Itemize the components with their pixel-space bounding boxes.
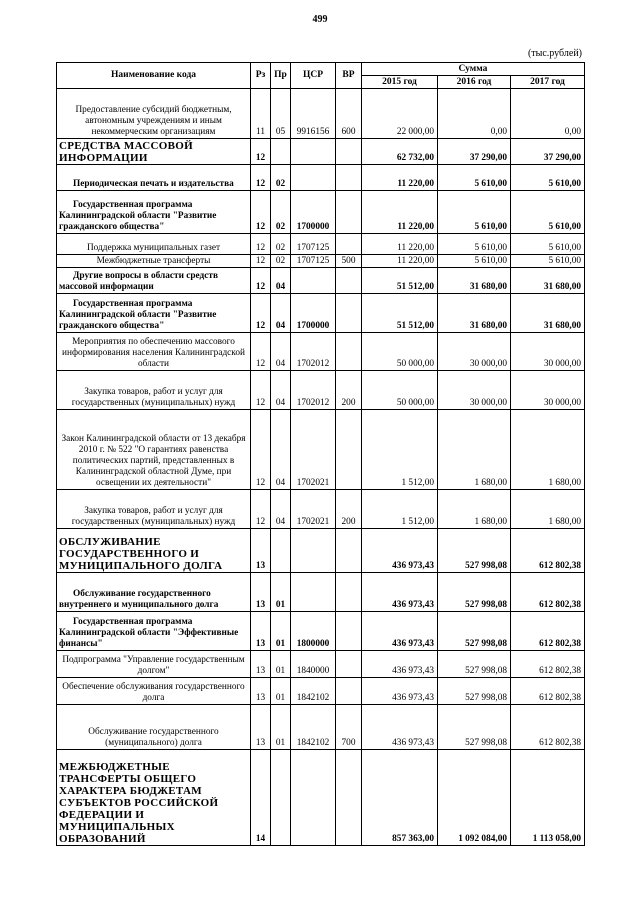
cell-2017: 30 000,00 [511,333,585,371]
cell-csr [291,529,336,573]
cell-pr [271,529,291,573]
cell-rz: 12 [251,490,271,529]
cell-csr: 1707125 [291,255,336,268]
cell-csr [291,139,336,165]
cell-pr: 04 [271,371,291,410]
cell-2015: 436 973,43 [362,705,438,750]
cell-2017: 1 113 058,00 [511,750,585,846]
cell-2016: 527 998,08 [438,573,511,612]
cell-vr [336,529,362,573]
cell-pr: 01 [271,651,291,678]
header-sum: Сумма [362,63,585,76]
cell-2017: 30 000,00 [511,371,585,410]
header-rz: Рз [251,63,271,89]
cell-vr [336,678,362,705]
cell-2017: 37 290,00 [511,139,585,165]
row-name: Закон Калининградской области от 13 декабря 2010 г. № 522 "О гарантиях равенства политических партий, представленных в Калининградской областной Думе, при освещении их деятельности" [57,410,251,490]
cell-vr [336,750,362,846]
cell-rz: 13 [251,612,271,651]
cell-pr: 01 [271,612,291,651]
cell-pr: 04 [271,410,291,490]
row-name: Закупка товаров, работ и услуг для государственных (муниципальных) нужд [57,490,251,529]
cell-2015: 436 973,43 [362,529,438,573]
cell-2015: 22 000,00 [362,89,438,139]
row-name: Государственная программа Калининградской области "Развитие гражданского общества" [57,191,251,234]
cell-2015: 1 512,00 [362,490,438,529]
cell-csr: 1702012 [291,371,336,410]
row-name: Государственная программа Калининградской области "Развитие гражданского общества" [57,294,251,333]
cell-vr: 500 [336,255,362,268]
cell-2016: 527 998,08 [438,651,511,678]
cell-2015: 436 973,43 [362,678,438,705]
cell-2017: 612 802,38 [511,573,585,612]
cell-2015: 11 220,00 [362,165,438,191]
row-name: Периодическая печать и издательства [57,165,251,191]
cell-vr [336,573,362,612]
header-vr: ВР [336,63,362,89]
cell-rz: 12 [251,410,271,490]
cell-pr: 01 [271,678,291,705]
cell-pr [271,750,291,846]
cell-pr [271,139,291,165]
cell-2015: 11 220,00 [362,255,438,268]
cell-2015: 50 000,00 [362,371,438,410]
cell-2017: 1 680,00 [511,490,585,529]
cell-rz: 12 [251,255,271,268]
cell-2016: 1 680,00 [438,490,511,529]
cell-2017: 5 610,00 [511,234,585,255]
cell-csr: 1707125 [291,234,336,255]
cell-2016: 31 680,00 [438,268,511,294]
page-number: 499 [312,14,328,25]
cell-2015: 11 220,00 [362,191,438,234]
cell-2015: 51 512,00 [362,294,438,333]
row-name: Подпрограмма "Управление государственным долгом" [57,651,251,678]
cell-2015: 62 732,00 [362,139,438,165]
cell-rz: 12 [251,268,271,294]
cell-2015: 51 512,00 [362,268,438,294]
cell-2016: 5 610,00 [438,165,511,191]
cell-rz: 13 [251,651,271,678]
header-csr: ЦСР [291,63,336,89]
cell-2017: 612 802,38 [511,705,585,750]
cell-rz: 12 [251,139,271,165]
cell-2016: 30 000,00 [438,371,511,410]
cell-2015: 11 220,00 [362,234,438,255]
cell-pr: 05 [271,89,291,139]
cell-rz: 11 [251,89,271,139]
cell-2017: 5 610,00 [511,255,585,268]
cell-vr: 200 [336,371,362,410]
cell-2016: 527 998,08 [438,678,511,705]
cell-vr [336,294,362,333]
cell-2016: 527 998,08 [438,705,511,750]
cell-2016: 5 610,00 [438,191,511,234]
budget-table [56,62,585,846]
cell-pr: 02 [271,234,291,255]
row-name: ОБСЛУЖИВАНИЕ ГОСУДАРСТВЕННОГО И МУНИЦИПАЛЬНОГО ДОЛГА [57,529,251,573]
cell-2016: 30 000,00 [438,333,511,371]
row-name: Поддержка муниципальных газет [57,234,251,255]
cell-2016: 1 092 084,00 [438,750,511,846]
cell-vr: 600 [336,89,362,139]
cell-rz: 12 [251,191,271,234]
cell-vr [336,139,362,165]
cell-rz: 12 [251,371,271,410]
cell-2017: 5 610,00 [511,191,585,234]
cell-csr: 1842102 [291,678,336,705]
cell-vr [336,651,362,678]
cell-vr [336,333,362,371]
cell-2017: 31 680,00 [511,294,585,333]
cell-csr: 1800000 [291,612,336,651]
cell-pr: 04 [271,294,291,333]
cell-csr: 9916156 [291,89,336,139]
cell-vr [336,191,362,234]
cell-pr: 02 [271,165,291,191]
cell-csr [291,573,336,612]
row-name: Государственная программа Калининградской области "Эффективные финансы" [57,612,251,651]
cell-pr: 01 [271,705,291,750]
cell-vr [336,612,362,651]
cell-2016: 527 998,08 [438,529,511,573]
cell-csr: 1702021 [291,410,336,490]
cell-csr [291,750,336,846]
cell-2015: 436 973,43 [362,612,438,651]
cell-vr [336,268,362,294]
row-name: Предоставление субсидий бюджетным, автономным учреждениям и иным некоммерческим организациям [57,89,251,139]
cell-2017: 612 802,38 [511,651,585,678]
cell-csr [291,268,336,294]
header-pr: Пр [271,63,291,89]
row-name: Обслуживание государственного (муниципального) долга [57,705,251,750]
cell-2017: 612 802,38 [511,612,585,651]
cell-2017: 612 802,38 [511,529,585,573]
cell-rz: 12 [251,165,271,191]
cell-vr: 200 [336,490,362,529]
cell-2016: 31 680,00 [438,294,511,333]
cell-vr [336,234,362,255]
cell-2016: 5 610,00 [438,234,511,255]
cell-rz: 12 [251,333,271,371]
cell-vr [336,165,362,191]
row-name: Межбюджетные трансферты [57,255,251,268]
cell-csr: 1700000 [291,294,336,333]
cell-2016: 1 680,00 [438,410,511,490]
cell-2015: 50 000,00 [362,333,438,371]
row-name: СРЕДСТВА МАССОВОЙ ИНФОРМАЦИИ [57,139,251,165]
cell-2017: 1 680,00 [511,410,585,490]
cell-2017: 612 802,38 [511,678,585,705]
cell-2015: 857 363,00 [362,750,438,846]
cell-rz: 14 [251,750,271,846]
header-name: Наименование кода [57,63,251,89]
cell-rz: 12 [251,294,271,333]
cell-csr [291,165,336,191]
cell-csr: 1702012 [291,333,336,371]
header-2015: 2015 год [362,76,438,89]
cell-2017: 31 680,00 [511,268,585,294]
cell-pr: 04 [271,490,291,529]
row-name: Мероприятия по обеспечению массового информирования населения Калининградской области [57,333,251,371]
cell-pr: 04 [271,268,291,294]
cell-vr [336,410,362,490]
cell-rz: 13 [251,529,271,573]
cell-rz: 13 [251,705,271,750]
cell-csr: 1700000 [291,191,336,234]
header-2017: 2017 год [511,76,585,89]
cell-vr: 700 [336,705,362,750]
cell-2016: 37 290,00 [438,139,511,165]
cell-csr: 1702021 [291,490,336,529]
cell-pr: 02 [271,191,291,234]
cell-rz: 13 [251,573,271,612]
row-name: МЕЖБЮДЖЕТНЫЕ ТРАНСФЕРТЫ ОБЩЕГО ХАРАКТЕРА БЮДЖЕТАМ СУБЪЕКТОВ РОССИЙСКОЙ ФЕДЕРАЦИИ И МУНИЦИПАЛЬНЫХ ОБРАЗОВАНИЙ [57,750,251,846]
cell-2015: 436 973,43 [362,651,438,678]
cell-rz: 13 [251,678,271,705]
row-name: Обеспечение обслуживания государственного долга [57,678,251,705]
header-2016: 2016 год [438,76,511,89]
cell-csr: 1840000 [291,651,336,678]
row-name: Обслуживание государственного внутреннего и муниципального долга [57,573,251,612]
row-name: Другие вопросы в области средств массовой информации [57,268,251,294]
cell-2016: 527 998,08 [438,612,511,651]
cell-2016: 5 610,00 [438,255,511,268]
cell-csr: 1842102 [291,705,336,750]
cell-pr: 04 [271,333,291,371]
cell-pr: 02 [271,255,291,268]
cell-2015: 1 512,00 [362,410,438,490]
cell-pr: 01 [271,573,291,612]
units-label: (тыс.рублей) [527,48,582,59]
cell-2016: 0,00 [438,89,511,139]
cell-2017: 5 610,00 [511,165,585,191]
cell-rz: 12 [251,234,271,255]
cell-2015: 436 973,43 [362,573,438,612]
cell-2017: 0,00 [511,89,585,139]
row-name: Закупка товаров, работ и услуг для государственных (муниципальных) нужд [57,371,251,410]
